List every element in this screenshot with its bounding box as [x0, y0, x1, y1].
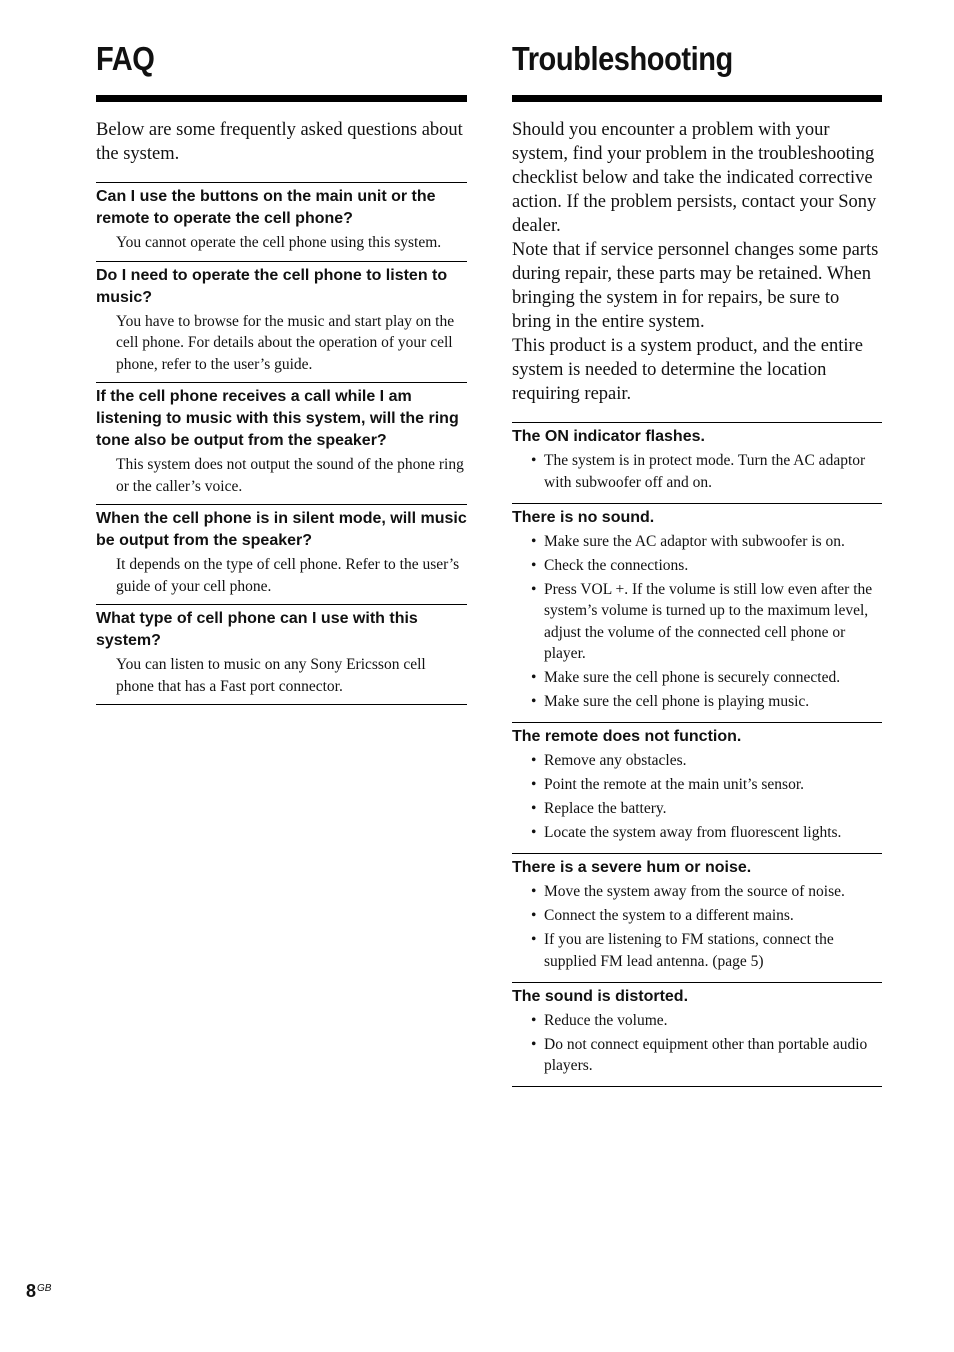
bullet-list — [512, 750, 882, 844]
troubleshooting-section — [512, 722, 882, 853]
troubleshooting-section — [512, 503, 882, 723]
faq-question: Can I use the buttons on the main unit or the remote to operate the cell phone? — [96, 188, 436, 227]
troubleshooting-intro — [512, 118, 882, 406]
faq-answer: You cannot operate the cell phone using this system. — [116, 234, 442, 251]
section-heading: The remote does not function. — [512, 728, 742, 745]
troubleshooting-section — [512, 853, 882, 982]
page-number-suffix: GB — [37, 1283, 52, 1294]
faq-intro: Below are some frequently asked questions about the system. — [96, 120, 463, 164]
bullet-item: • Connect the system to a different mains. — [512, 905, 882, 927]
troubleshooting-title-rule — [512, 95, 882, 102]
faq-title: FAQ — [96, 40, 155, 77]
faq-answer: You can listen to music on any Sony Ericsson cell phone that has a Fast port connector. — [116, 656, 426, 695]
troubleshooting-intro-paragraph: This product is a system product, and the entire system is needed to determine the location requiring repair. — [512, 336, 863, 404]
page-number-value: 8 — [26, 1281, 37, 1301]
bullet-item: • If you are listening to FM stations, connect the supplied FM lead antenna. (page 5) — [512, 929, 882, 972]
bullet-list — [512, 1010, 882, 1077]
bullet-item: • Reduce the volume. — [512, 1010, 882, 1032]
faq-answer: You have to browse for the music and start play on the cell phone. For details about the operation of your cell phone, refer to the user’s guide. — [116, 312, 455, 373]
faq-question: When the cell phone is in silent mode, will music be output from the speaker? — [96, 510, 467, 549]
faq-question: Do I need to operate the cell phone to listen to music? — [96, 266, 448, 306]
section-heading: The ON indicator flashes. — [512, 428, 705, 445]
bullet-item: • Make sure the AC adaptor with subwoofer is on. — [512, 531, 882, 553]
section-heading: The sound is distorted. — [512, 987, 689, 1005]
faq-question: What type of cell phone can I use with this system? — [96, 610, 418, 649]
bullet-list — [512, 531, 882, 713]
faq-item — [96, 182, 467, 261]
bullet-item: • Do not connect equipment other than portable audio players. — [512, 1034, 882, 1077]
faq-answer: This system does not output the sound of the phone ring or the caller’s voice. — [116, 456, 464, 495]
troubleshooting-intro-paragraph: Note that if service personnel changes some parts during repair, these parts may be retained. When bringing the system in for repairs, be sure to bring in the entire system. — [512, 240, 879, 332]
troubleshooting-intro-paragraph: Should you encounter a problem with your system, find your problem in the troubleshooting checklist below and take the indicated corrective action. If the problem persists, contact your Sony dealer. — [512, 120, 877, 236]
faq-item — [96, 604, 467, 705]
faq-answer: It depends on the type of cell phone. Refer to the user’s guide of your cell phone. — [116, 556, 460, 595]
faq-item — [96, 382, 467, 504]
section-heading: There is no sound. — [512, 508, 655, 526]
bullet-item: • Press VOL +. If the volume is still low even after the system’s volume is turned up to the maximum level, adjust the volume of the connected cell phone or player. — [512, 579, 882, 665]
faq-item — [96, 504, 467, 604]
bullet-item: • Locate the system away from fluorescent lights. — [512, 822, 882, 844]
troubleshooting-body — [512, 118, 882, 1087]
bullet-list — [512, 881, 882, 972]
faq-body — [96, 118, 467, 705]
troubleshooting-section — [512, 982, 882, 1088]
bullet-item: • The system is in protect mode. Turn the AC adaptor with subwoofer off and on. — [512, 450, 882, 493]
troubleshooting-section — [512, 422, 882, 503]
troubleshooting-title: Troubleshooting — [512, 40, 733, 77]
bullet-item: • Make sure the cell phone is securely connected. — [512, 667, 882, 689]
page-number — [26, 1281, 51, 1302]
faq-title-rule — [96, 95, 467, 102]
faq-item — [96, 261, 467, 383]
section-heading: There is a severe hum or noise. — [512, 859, 752, 876]
bullet-item: • Point the remote at the main unit’s sensor. — [512, 774, 882, 796]
bullet-item: • Move the system away from the source of noise. — [512, 881, 882, 903]
bullet-item: • Replace the battery. — [512, 798, 882, 820]
faq-question: If the cell phone receives a call while I am listening to music with this system, will the ring tone also be output from the speaker? — [96, 388, 459, 449]
bullet-item: • Make sure the cell phone is playing music. — [512, 691, 882, 713]
bullet-list — [512, 450, 882, 493]
bullet-item: • Remove any obstacles. — [512, 750, 882, 772]
bullet-item: • Check the connections. — [512, 555, 882, 577]
